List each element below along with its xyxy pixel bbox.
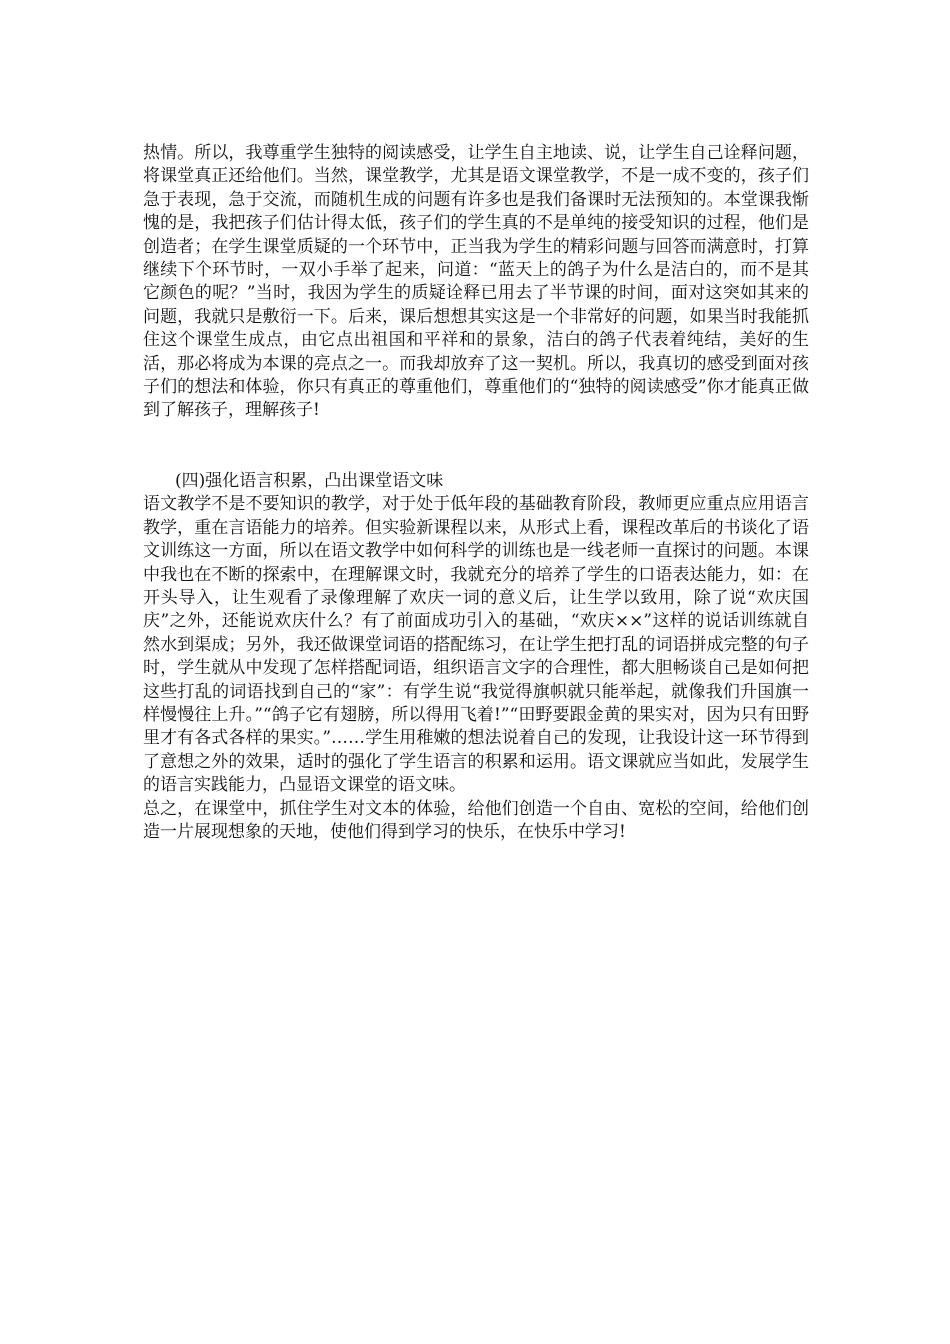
body-paragraph-3: 总之，在课堂中，抓住学生对文本的体验，给他们创造一个自由、宽松的空间，给他们创造一片展现想象的天地，使他们得到学习的快乐，在快乐中学习!: [143, 798, 809, 842]
body-paragraph-1: 热情。所以，我尊重学生独特的阅读感受，让学生自主地读、说，让学生自己诠释问题，将课堂真正还给他们。当然，课堂教学，尤其是语文课堂教学，不是一成不变的，孩子们急于表现，急于交流，而随机生成的问题有许多也是我们备课时无法预知的。本堂课我惭愧的是，我把孩子们估计得太低，孩子们的学生真的不是单纯的接受知识的过程，他们是创造者；在学生课堂质疑的一个环节中，正当我为学生的精彩问题与回答而满意时，打算继续下个环节时，一双小手举了起来，问道：“蓝天上的鸽子为什么是洁白的，而不是其它颜色的呢？”当时，我因为学生的质疑诠释已用去了半节课的时间，面对这突如其来的问题，我就只是敷衍一下。后来，课后想想其实这是一个非常好的问题，如果当时我能抓住这个课堂生成点，由它点出祖国和平祥和的景象，洁白的鸽子代表着纯结，美好的生活，那必将成为本课的亮点之一。而我却放弃了这一契机。所以，我真切的感受到面对孩子们的想法和体验，你只有真正的尊重他们，尊重他们的“独特的阅读感受”你才能真正做到了解孩子，理解孩子!: [143, 143, 809, 421]
body-paragraph-2: 语文教学不是不要知识的教学，对于处于低年段的基础教育阶段，教师更应重点应用语言教学，重在言语能力的培养。但实验新课程以来，从形式上看，课程改革后的书谈化了语文训练这一方面，所以在语文教学中如何科学的训练也是一线老师一直探讨的问题。本课中我也在不断的探索中，在理解课文时，我就充分的培养了学生的口语表达能力，如：在开头导入，让生观看了录像理解了欢庆一词的意义后，让生学以致用，除了说“欢庆国庆”之外，还能说欢庆什么？有了前面成功引入的基础，“欢庆××”这样的说话训练就自然水到渠成；另外，我还做课堂词语的搭配练习，在让学生把打乱的词语拼成完整的句子时，学生就从中发现了怎样搭配词语，组织语言文字的合理性，都大胆畅谈自己是如何把这些打乱的词语找到自己的“家”：有学生说“我觉得旗帜就只能举起，就像我们升国旗一样慢慢往上升。”“鸽子它有翅膀，所以得用飞着!”“田野要跟金黄的果实对，因为只有田野里才有各式各样的果实。”……学生用稚嫩的想法说着自己的发现，让我设计这一环节得到了意想之外的效果，适时的强化了学生语言的积累和运用。语文课就应当如此，发展学生的语言实践能力，凸显语文课堂的语文味。: [143, 494, 809, 796]
paragraph-spacer: [143, 423, 809, 470]
section-heading: (四)强化语言积累，凸出课堂语文味: [175, 470, 444, 491]
document-page: [143, 142, 809, 844]
